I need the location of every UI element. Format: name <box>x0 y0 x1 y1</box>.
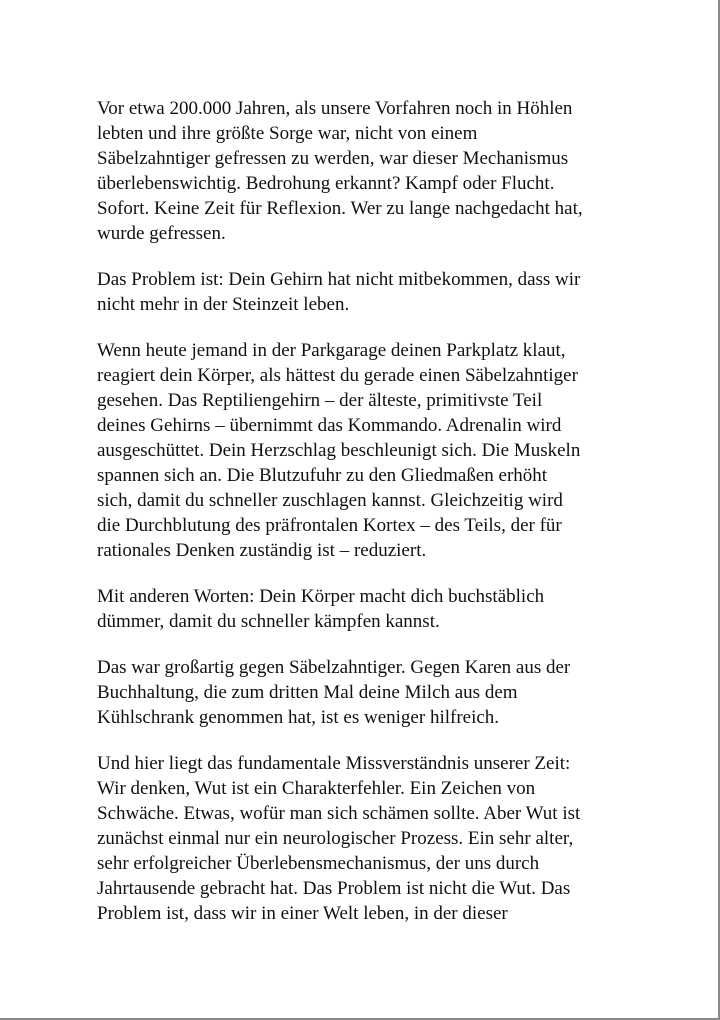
text-line: Wir denken, Wut ist ein Charakterfehler. Ein Zeichen von <box>97 778 536 799</box>
text-line: lebten und ihre größte Sorge war, nicht von einem <box>97 123 478 144</box>
text-line: wurde gefressen. <box>97 223 226 244</box>
text-line: Jahrtausende gebracht hat. Das Problem ist nicht die Wut. Das <box>97 878 571 899</box>
text-line: Problem ist, dass wir in einer Welt leben, in der dieser <box>97 903 508 924</box>
text-line: Das Problem ist: Dein Gehirn hat nicht mitbekommen, dass wir <box>97 269 581 290</box>
page-body <box>97 96 657 947</box>
text-line: Säbelzahntiger gefressen zu werden, war dieser Mechanismus <box>97 148 569 169</box>
paragraph <box>97 584 657 634</box>
text-line: zunächst einmal nur ein neurologischer Prozess. Ein sehr alter, <box>97 828 574 849</box>
text-line: reagiert dein Körper, als hättest du gerade einen Säbelzahntiger <box>97 365 578 386</box>
text-line: Buchhaltung, die zum dritten Mal deine Milch aus dem <box>97 682 518 703</box>
text-line: Wenn heute jemand in der Parkgarage deinen Parkplatz klaut, <box>97 340 566 361</box>
text-line: überlebenswichtig. Bedrohung erkannt? Kampf oder Flucht. <box>97 173 555 194</box>
text-line: die Durchblutung des präfrontalen Kortex – des Teils, der für <box>97 515 562 536</box>
paragraph <box>97 338 657 563</box>
text-line: rationales Denken zuständig ist – reduziert. <box>97 540 427 561</box>
paragraph <box>97 751 657 926</box>
text-line: spannen sich an. Die Blutzufuhr zu den Gliedmaßen erhöht <box>97 465 548 486</box>
text-line: dümmer, damit du schneller kämpfen kannst. <box>97 611 440 632</box>
text-line: ausgeschüttet. Dein Herzschlag beschleunigt sich. Die Muskeln <box>97 440 581 461</box>
text-line: Kühlschrank genommen hat, ist es weniger hilfreich. <box>97 707 500 728</box>
text-line: Mit anderen Worten: Dein Körper macht dich buchstäblich <box>97 586 545 607</box>
text-line: Das war großartig gegen Säbelzahntiger. Gegen Karen aus der <box>97 657 571 678</box>
paragraph <box>97 267 657 317</box>
paragraph <box>97 655 657 730</box>
text-line: Vor etwa 200.000 Jahren, als unsere Vorfahren noch in Höhlen <box>97 98 573 119</box>
text-line: sehr erfolgreicher Überlebensmechanismus, der uns durch <box>97 853 540 874</box>
text-line: nicht mehr in der Steinzeit leben. <box>97 294 350 315</box>
text-line: sich, damit du schneller zuschlagen kannst. Gleichzeitig wird <box>97 490 563 511</box>
paragraph <box>97 96 657 246</box>
text-line: gesehen. Das Reptiliengehirn – der älteste, primitivste Teil <box>97 390 543 411</box>
text-line: Sofort. Keine Zeit für Reflexion. Wer zu lange nachgedacht hat, <box>97 198 583 219</box>
text-line: Schwäche. Etwas, wofür man sich schämen sollte. Aber Wut ist <box>97 803 581 824</box>
text-line: Und hier liegt das fundamentale Missverständnis unserer Zeit: <box>97 753 571 774</box>
text-line: deines Gehirns – übernimmt das Kommando. Adrenalin wird <box>97 415 562 436</box>
